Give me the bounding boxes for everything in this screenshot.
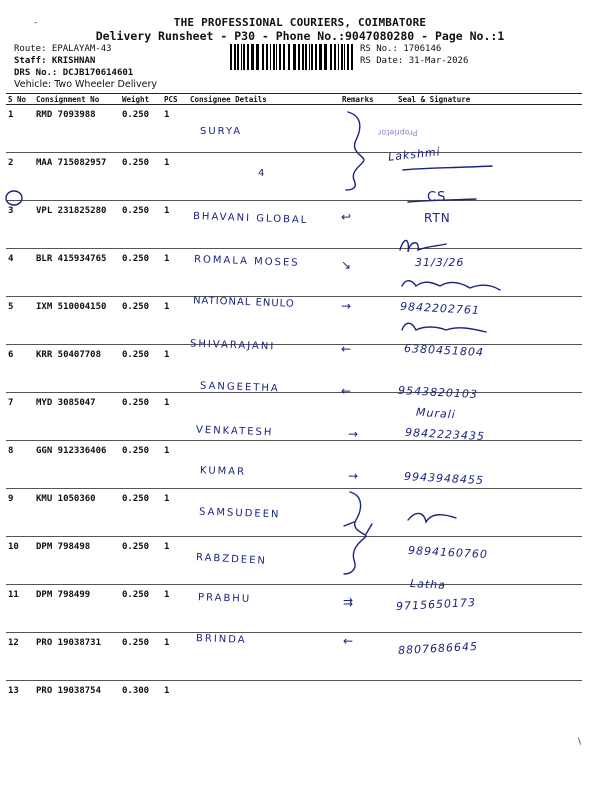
col-header-signature: Seal & Signature: [380, 94, 582, 105]
row-sno: 3: [6, 201, 34, 249]
row-pcs: 1: [162, 441, 188, 489]
row-weight: 0.250: [120, 297, 162, 345]
signature-squiggle: [402, 281, 500, 290]
row-consignment: BLR 415934765: [34, 249, 120, 297]
row-sno: 4: [6, 249, 34, 297]
company-title: THE PROFESSIONAL COURIERS, COIMBATORE: [173, 16, 427, 29]
row-consignment: DPM 798499: [34, 585, 120, 633]
consignee-handwritten: VENKATESH: [195, 424, 274, 439]
rs-number: RS No.: 1706146: [360, 44, 442, 54]
serial-circle: [6, 191, 22, 205]
row-sno: 13: [8, 686, 19, 696]
row-weight: 0.250: [120, 105, 162, 153]
row-sno: 10: [6, 537, 34, 585]
row-pcs: 1: [162, 393, 188, 441]
signature-flourish: [403, 166, 492, 170]
runsheet-title: Delivery Runsheet - P30 - Phone No.:9047080280 - Page No.:1: [95, 29, 505, 43]
row-consignment: RMD 7093988: [34, 105, 120, 153]
rs-date: RS Date: 31-Mar-2026: [360, 56, 469, 66]
row-weight: 0.250: [120, 153, 162, 201]
phone-number: 9842202761: [399, 299, 481, 318]
consignee-handwritten: NATIONAL ENULO: [192, 295, 295, 310]
remarks-mark: ←: [343, 634, 354, 648]
signature: Lakshmi: [387, 145, 442, 164]
row-pcs: 1: [162, 489, 188, 537]
consignee-handwritten: 4: [258, 168, 267, 179]
col-header-pcs: PCS: [162, 94, 188, 105]
vehicle-label: Vehicle: Two Wheeler Delivery: [14, 79, 157, 90]
signature: CS: [427, 190, 447, 205]
signature-flourish: [408, 199, 476, 202]
row-weight: 0.250: [120, 441, 162, 489]
row-pcs: 1: [162, 537, 188, 585]
row-pcs: 1: [162, 345, 188, 393]
col-header-consignment: Consignment No: [34, 94, 120, 105]
row-pcs: 1: [162, 153, 188, 201]
row-pcs: 1: [162, 297, 188, 345]
consignee-handwritten: ROMALA MOSES: [193, 254, 300, 269]
consignee-handwritten: SAMSUDEEN: [198, 506, 281, 521]
row-sno: 5: [6, 297, 34, 345]
remarks-mark: ←: [341, 342, 352, 356]
row-consignment: IXM 510004150: [34, 297, 120, 345]
consignee-handwritten: SANGEETHA: [199, 380, 280, 395]
signature: Latha: [409, 577, 447, 592]
consignee-handwritten: SHIVARAJANI: [189, 338, 276, 353]
proprietor-stamp: Proprietor: [378, 128, 418, 137]
row-pcs: 1: [164, 686, 170, 696]
phone-number: 9715650173: [395, 595, 477, 614]
drs-number: DRS No.: DCJB170614601: [14, 68, 134, 78]
row-pcs: 1: [162, 201, 188, 249]
route-label: Route: EPALAYAM-43: [14, 44, 112, 54]
row-weight: 0.250: [120, 489, 162, 537]
row-pcs: 1: [162, 585, 188, 633]
remarks-mark: ←: [341, 384, 352, 398]
phone-number: 6380451804: [403, 341, 485, 360]
col-header-weight: Weight: [120, 94, 162, 105]
remarks-mark: ↩: [341, 210, 352, 224]
staff-label: Staff: KRISHNAN: [14, 56, 96, 66]
row-weight: 0.250: [120, 537, 162, 585]
row-sno: 11: [6, 585, 34, 633]
remarks-mark: →: [341, 299, 352, 313]
row-weight: 0.250: [120, 633, 162, 681]
row-consignment: MAA 715082957: [34, 153, 120, 201]
consignee-handwritten: PRABHU: [197, 592, 252, 605]
signature-squiggle: [400, 240, 446, 252]
row-weight: 0.250: [120, 201, 162, 249]
phone-number: 9842223435: [404, 425, 486, 444]
row-weight: 0.300: [122, 686, 150, 696]
row-consignment: GGN 912336406: [34, 441, 120, 489]
row-sno: 12: [6, 633, 34, 681]
consignee-handwritten: BHAVANI GLOBAL: [192, 210, 309, 227]
row-consignment: PRO 19038731: [34, 633, 120, 681]
signature-squiggle: [408, 513, 456, 522]
signature: RTN: [424, 211, 451, 225]
remarks-brace: [344, 492, 366, 574]
remarks-mark: ⇉: [343, 595, 354, 609]
remarks-mark: →: [348, 427, 359, 441]
row-weight: 0.250: [120, 393, 162, 441]
scan-mark: \: [578, 737, 582, 747]
row-pcs: 1: [162, 633, 188, 681]
remarks-brace: [346, 112, 364, 190]
consignee-handwritten: SURYA: [200, 126, 243, 137]
signature-squiggle: [402, 323, 486, 332]
phone-number: 9943948455: [403, 469, 485, 488]
row-pcs: 1: [162, 105, 188, 153]
row-consignment: KMU 1050360: [34, 489, 120, 537]
row-pcs: 1: [162, 249, 188, 297]
row-consignment: MYD 3085047: [34, 393, 120, 441]
scan-mark: -: [34, 18, 38, 28]
remarks-mark: [344, 522, 372, 534]
row-sno: 1: [6, 105, 34, 153]
remarks-mark: ↘: [341, 258, 352, 272]
phone-number: 9894160760: [407, 543, 489, 562]
row-consignment: DPM 798498: [34, 537, 120, 585]
row-sno: 7: [6, 393, 34, 441]
row-consignment: VPL 231825280: [34, 201, 120, 249]
row-weight: 0.250: [120, 249, 162, 297]
consignee-handwritten: BRINDA: [195, 633, 247, 646]
signature-date: 31/3/26: [415, 256, 465, 269]
consignee-handwritten: KUMAR: [199, 465, 247, 478]
row-weight: 0.250: [120, 345, 162, 393]
remarks-mark: →: [348, 469, 359, 483]
signature: Murali: [415, 405, 457, 422]
col-header-consignee: Consignee Details: [188, 94, 340, 105]
phone-number: 9543820103: [397, 383, 479, 402]
row-consignment: KRR 50407708: [34, 345, 120, 393]
row-sno: 6: [6, 345, 34, 393]
row-weight: 0.250: [120, 585, 162, 633]
col-header-sno: S No: [6, 94, 34, 105]
row-consignment: PRO 19038754: [36, 686, 102, 696]
row-sno: 9: [6, 489, 34, 537]
row-sno: 8: [6, 441, 34, 489]
col-header-remarks: Remarks: [340, 94, 380, 105]
row-sno: 2: [6, 153, 34, 201]
consignee-handwritten: RABZDEEN: [195, 552, 268, 567]
phone-number: 8807686645: [397, 639, 479, 658]
